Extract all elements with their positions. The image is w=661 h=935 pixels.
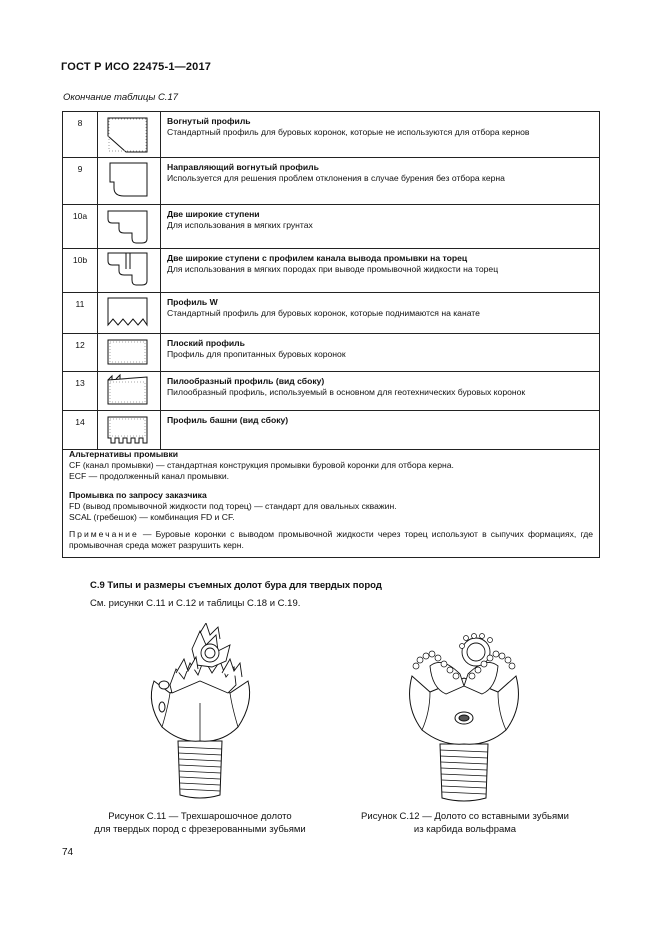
profile-title: Две широкие ступени — [167, 209, 260, 219]
table-row — [63, 112, 600, 158]
note-label: Примечание — [69, 529, 139, 539]
alt-flushing-heading: Альтернативы промывки — [69, 449, 179, 459]
table-row — [63, 205, 600, 249]
caption-line: Рисунок С.11 — Трехшарошочное долото — [108, 811, 292, 822]
profile-description: Для использования в мягких породах при выводе промывочной жидкости на торец — [167, 264, 499, 274]
profile-description: Профиль для пропитанных буровых коронок — [167, 349, 346, 359]
custom-flushing-heading: Промывка по запросу заказчика — [69, 490, 207, 500]
table-row — [63, 249, 600, 293]
row-number: 10a — [63, 205, 98, 249]
table-row — [63, 293, 600, 334]
row-number: 12 — [63, 334, 98, 372]
profile-title: Плоский профиль — [167, 338, 245, 348]
row-number: 14 — [63, 411, 98, 450]
profile-title: Вогнутый профиль — [167, 116, 251, 126]
note-fd: FD (вывод промывочной жидкости под торец) — стандарт для овальных скважин. — [69, 501, 397, 511]
see-reference: См. рисунки С.11 и С.12 и таблицы С.18 и С.19. — [90, 598, 301, 609]
profile-title: Профиль башни (вид сбоку) — [167, 415, 289, 425]
profile-description: Стандартный профиль для буровых коронок, которые поднимаются на канате — [167, 308, 480, 318]
caption-line: из карбида вольфрама — [413, 824, 517, 835]
sawtooth-profile-icon — [98, 372, 160, 409]
figure-c12-caption — [345, 810, 585, 836]
row-number: 13 — [63, 372, 98, 411]
table-row — [63, 334, 600, 372]
two-wide-steps-icon — [98, 205, 160, 247]
two-steps-face-discharge-icon — [98, 249, 160, 291]
note-cf: CF (канал промывки) — стандартная конструкция промывки буровой коронки для отбора керна. — [69, 460, 454, 470]
table-row — [63, 158, 600, 205]
profile-title: Пилообразный профиль (вид сбоку) — [167, 376, 325, 386]
w-profile-icon — [98, 293, 160, 332]
profile-description: Стандартный профиль для буровых коронок, которые не используются для отбора кернов — [167, 127, 530, 137]
profiles-table — [62, 111, 600, 450]
section-title: С.9 Типы и размеры съемных долот бура для твердых пород — [90, 580, 382, 591]
profile-title: Направляющий вогнутый профиль — [167, 162, 319, 172]
profile-description: Для использования в мягких грунтах — [167, 220, 313, 230]
profile-description: Используется для решения проблем отклонения в случае бурения без отбора керна — [167, 173, 505, 183]
primechanie — [69, 529, 593, 551]
caption-line: Рисунок С.12 — Долото со вставными зубьями — [361, 811, 569, 822]
table-row — [63, 372, 600, 411]
document-header: ГОСТ Р ИСО 22475-1—2017 — [61, 61, 212, 73]
flat-profile-icon — [98, 334, 160, 370]
note-text: — Буровые коронки с выводом промывочной жидкости через торец используют в сыпучих формациях, где промывочная среда может разрушить керн. — [69, 529, 593, 550]
profile-title: Профиль W — [167, 297, 218, 307]
flushing-notes — [62, 441, 600, 558]
tungsten-carbide-insert-bit-illustration — [402, 626, 530, 804]
page-number: 74 — [62, 847, 74, 858]
row-number: 8 — [63, 112, 98, 158]
table-continuation-caption: Окончание таблицы С.17 — [63, 92, 179, 103]
caption-line: для твердых пород с фрезерованными зубьями — [94, 824, 306, 835]
profile-description: Пилообразный профиль, используемый в основном для геотехнических буровых коронок — [167, 387, 526, 397]
row-number: 9 — [63, 158, 98, 205]
note-scal: SCAL (гребешок) — комбинация FD и CF. — [69, 512, 235, 522]
guided-concave-profile-icon — [98, 158, 160, 203]
figure-c11-caption — [80, 810, 320, 836]
row-number: 10b — [63, 249, 98, 293]
row-number: 11 — [63, 293, 98, 334]
tricone-bit-milled-teeth-illustration — [140, 623, 265, 801]
concave-profile-icon — [98, 112, 160, 156]
note-ecf: ECF — продолженный канал промывки. — [69, 471, 230, 481]
profile-title: Две широкие ступени с профилем канала вывода промывки на торец — [167, 253, 468, 263]
